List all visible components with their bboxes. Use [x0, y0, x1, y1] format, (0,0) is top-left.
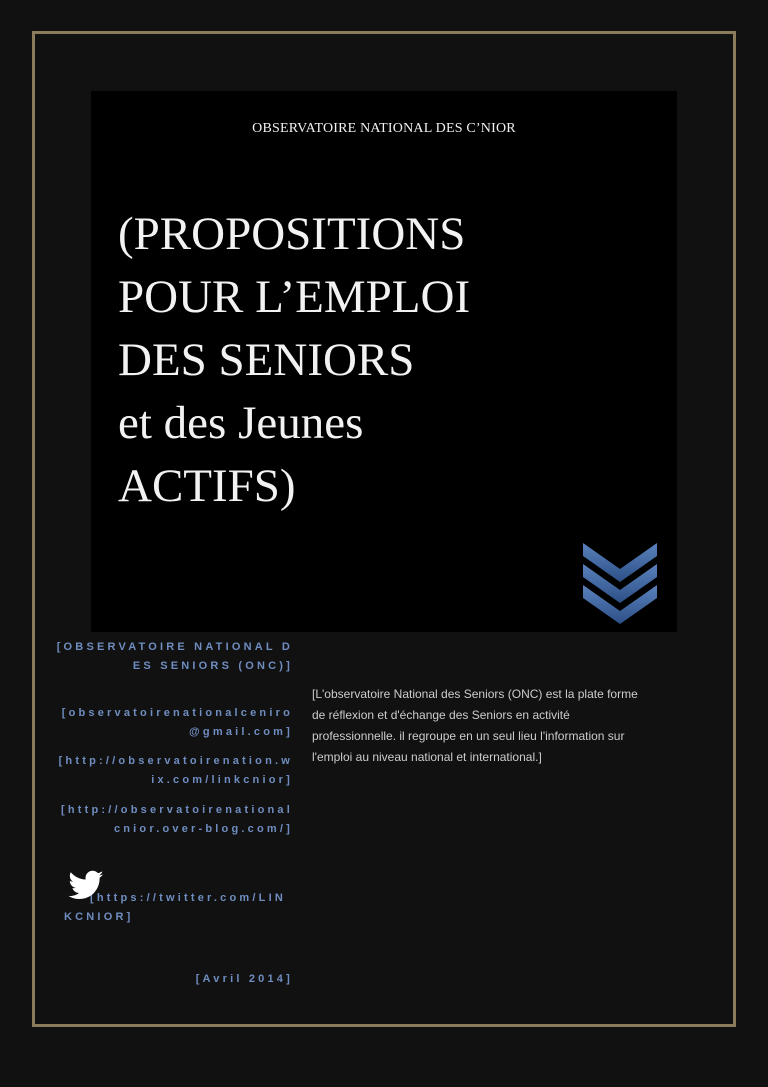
organization-heading: OBSERVATOIRE NATIONAL DES C’NIOR — [252, 121, 516, 136]
twitter-link[interactable]: [https://twitter.com/LINKCNIOR] — [64, 892, 286, 923]
abstract-text: [L'observatoire National des Seniors (ONC) est la plate forme de réflexion et d'échange des Seniors en activité professionnelle. il regroupe en un seul lieu l'information sur l'emploi au niveau national et international.] — [312, 687, 638, 764]
chevron-double-down-icon — [581, 543, 659, 625]
blog-link[interactable]: [http://observatoirenationalcnior.over-blog.com/] — [61, 804, 293, 835]
title-line: DES SENIORS — [118, 334, 415, 386]
title-line: et des Jeunes — [118, 397, 364, 449]
document-title — [118, 203, 638, 518]
twitter-bird-icon — [64, 867, 108, 905]
website-link[interactable]: [http://observatoirenation.wix.com/linkcnior] — [58, 755, 293, 786]
email-link[interactable]: [observatoirenationalceniro@gmail.com] — [61, 707, 293, 738]
title-line: POUR L’EMPLOI — [118, 271, 471, 323]
cover-title-block — [91, 91, 677, 632]
twitter-block — [64, 867, 286, 927]
publication-date: [Avril 2014] — [195, 973, 293, 985]
organization-label: [OBSERVATOIRE NATIONAL DES SENIORS (ONC)] — [56, 641, 293, 672]
title-line: (PROPOSITIONS — [118, 208, 466, 260]
title-line: ACTIFS) — [118, 460, 296, 512]
